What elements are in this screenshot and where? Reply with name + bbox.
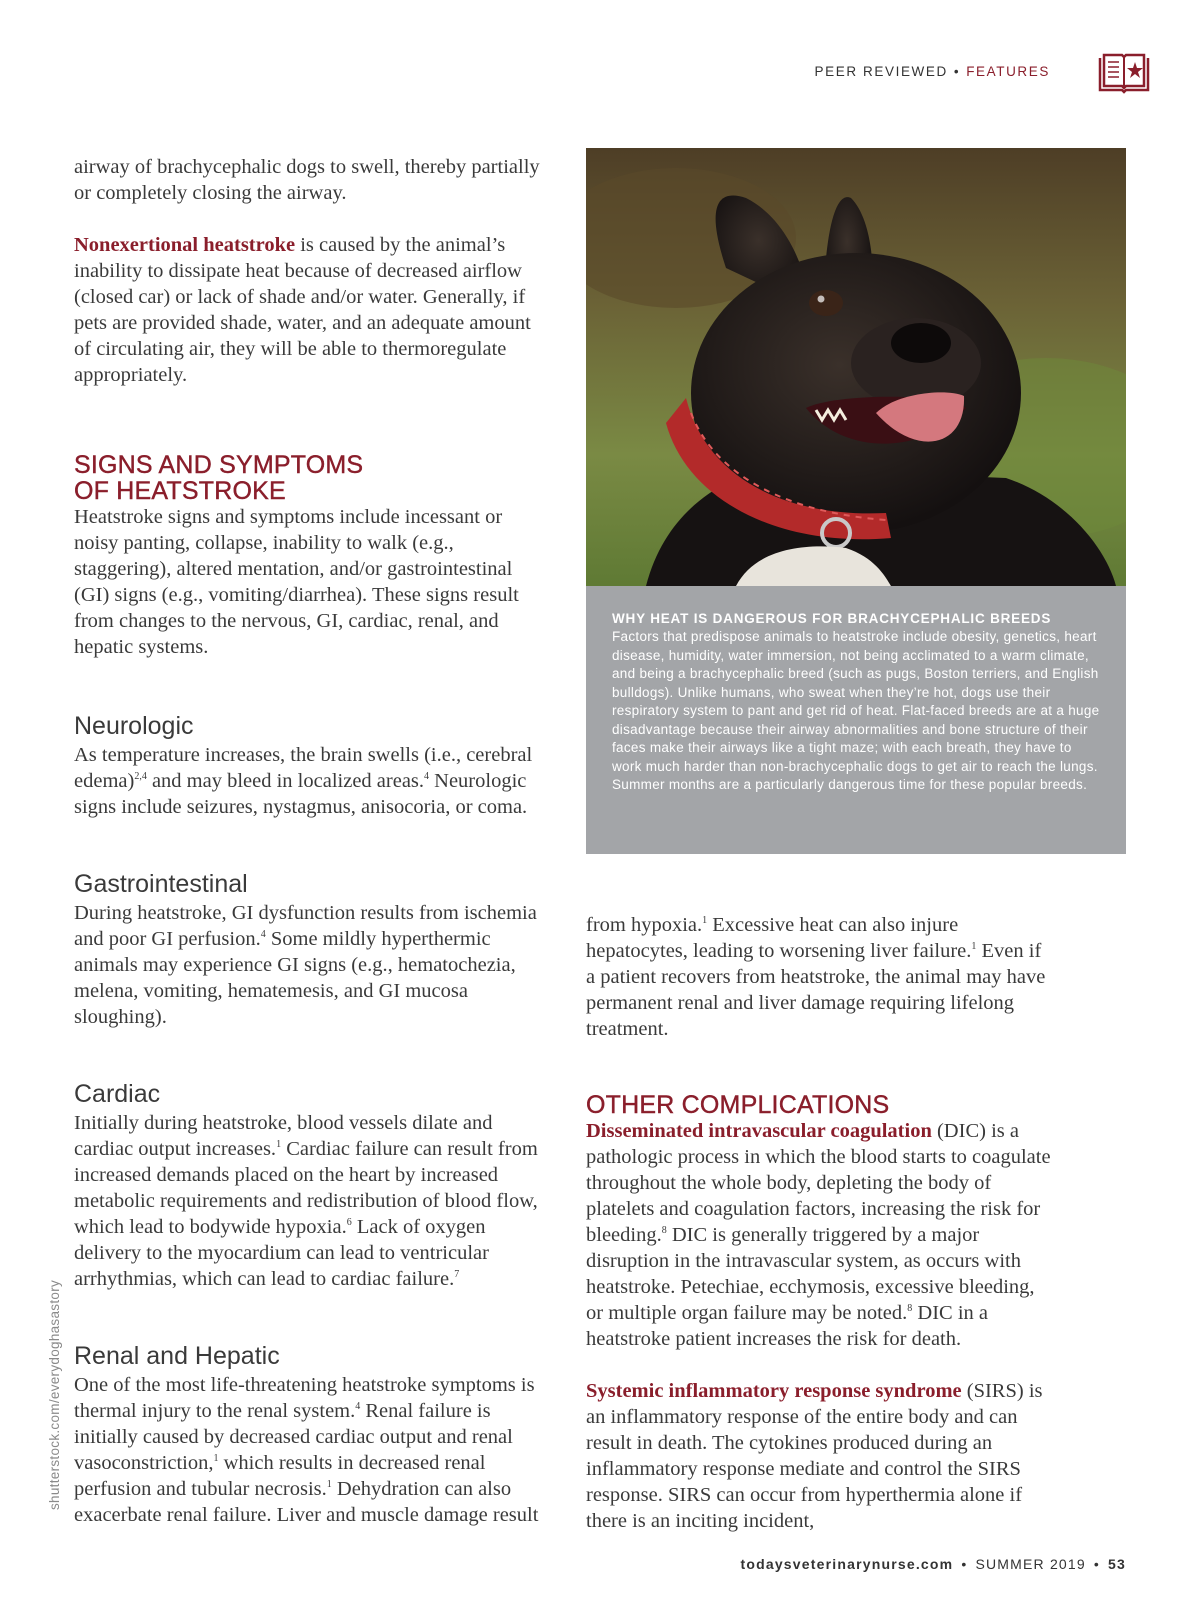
nonexertional-term: Nonexertional heatstroke <box>74 234 296 256</box>
citation-ref: 1 <box>326 1479 332 1491</box>
nonexertional-paragraph <box>74 232 542 388</box>
citation-ref: 8 <box>907 1303 913 1315</box>
dog-photo <box>586 148 1126 586</box>
neuro-text-a: As temperature increases, the brain swells (i.e., cerebral edema) <box>74 744 533 792</box>
footer-issue: SUMMER 2019 <box>975 1556 1086 1572</box>
neurologic-heading: Neurologic <box>74 712 194 740</box>
gi-text-b: Some mildly hyperthermic animals may experience GI signs (e.g., hematochezia, melena, vomiting, hematemesis, and GI mucosa sloughing). <box>74 928 516 1028</box>
sirs-text: (SIRS) is an inflammatory response of the entire body and can result in death. The cytokines produced during an inflammatory response mediate and control the SIRS response. SIRS can occur from hyperthermia alone if there is an inciting incident, <box>586 1380 1043 1532</box>
renal-text-a: One of the most life-threatening heatstroke symptoms is thermal injury to the renal system. <box>74 1374 535 1422</box>
signs-heading-line2: OF HEATSTROKE <box>74 477 286 505</box>
gi-text-a: During heatstroke, GI dysfunction results from ischemia and poor GI perfusion. <box>74 902 537 950</box>
citation-ref: 4 <box>355 1401 361 1413</box>
neuro-text-b: and may bleed in localized areas. <box>146 770 425 792</box>
sirs-term: Systemic inflammatory response syndrome <box>586 1380 962 1402</box>
citation-ref: 7 <box>454 1269 460 1281</box>
sidebar-caption-box <box>586 586 1126 854</box>
cardiac-text-c: Lack of oxygen delivery to the myocardium can lead to ventricular arrhythmias, which can lead to cardiac failure. <box>74 1216 489 1290</box>
page-footer <box>740 1556 1126 1572</box>
cont-text-b: Excessive heat can also injure hepatocytes, leading to worsening liver failure. <box>586 914 972 962</box>
header-separator: • <box>953 64 961 79</box>
neurologic-paragraph <box>74 742 542 820</box>
footer-separator: • <box>1093 1556 1101 1572</box>
neuro-text-c: Neurologic signs include seizures, nystagmus, anisocoria, or coma. <box>74 770 528 818</box>
signs-heading <box>74 452 542 504</box>
running-header <box>815 64 1050 79</box>
citation-ref: 4 <box>424 771 430 783</box>
page-number: 53 <box>1108 1556 1126 1572</box>
footer-site: todaysveterinarynurse.com <box>740 1556 954 1572</box>
caption-title: WHY HEAT IS DANGEROUS FOR BRACHYCEPHALIC BREEDS <box>612 611 1052 626</box>
renal-text-d: Dehydration can also exacerbate renal failure. Liver and muscle damage result <box>74 1478 539 1526</box>
cardiac-paragraph <box>74 1110 542 1292</box>
sirs-paragraph <box>586 1378 1054 1534</box>
citation-ref: 6 <box>346 1217 352 1229</box>
cardiac-text-a: Initially during heatstroke, blood vessels dilate and cardiac output increases. <box>74 1112 493 1160</box>
signs-paragraph: Heatstroke signs and symptoms include incessant or noisy panting, collapse, inability to walk (e.g., staggering), altered mentation, and/or gastrointestinal (GI) signs (e.g., vomiting/diarrhea). These signs result from changes to the nervous, GI, cardiac, renal, and hepatic systems. <box>74 506 519 658</box>
caption-text: Factors that predispose animals to heatstroke include obesity, genetics, heart disease, humidity, water immersion, not being acclimated to a warm climate, and being a brachycephalic breed (such as pugs, Boston terriers, and English bulldogs). Unlike humans, who sweat when they’re hot, dogs use their respiratory system to pant and get rid of heat. Flat-faced breeds are at a huge disadvantage because their airway abnormalities and bone structure of their faces make their airways like a tight maze; with each breath, they have to work much harder than non-brachycephalic dogs to get air to reach the lungs. Summer months are a particularly dangerous time for these popular breeds. <box>612 629 1100 792</box>
citation-ref: 1 <box>971 941 977 953</box>
photo-credit: shutterstock.com/everydoghasastory <box>47 1279 62 1510</box>
signs-heading-line1: SIGNS AND SYMPTOMS <box>74 451 364 479</box>
renal-text-c: which results in decreased renal perfusion and tubular necrosis. <box>74 1452 486 1500</box>
dic-text-c: DIC in a heatstroke patient increases the risk for death. <box>586 1302 988 1350</box>
dic-term: Disseminated intravascular coagulation <box>586 1120 932 1142</box>
renal-hepatic-heading: Renal and Hepatic <box>74 1342 280 1370</box>
citation-ref: 1 <box>702 915 708 927</box>
open-book-star-icon <box>1098 52 1150 94</box>
other-complications-heading: OTHER COMPLICATIONS <box>586 1091 890 1119</box>
cont-text-a: from hypoxia. <box>586 914 703 936</box>
citation-ref: 4 <box>260 929 266 941</box>
cont-text-c: Even if a patient recovers from heatstroke, the animal may have permanent renal and liver damage requiring lifelong treatment. <box>586 940 1046 1040</box>
right-column <box>586 912 1054 1534</box>
section-label-features: FEATURES <box>966 64 1050 79</box>
renal-hepatic-paragraph <box>74 1372 542 1528</box>
continuation-paragraph <box>586 912 1054 1042</box>
cardiac-heading: Cardiac <box>74 1080 161 1108</box>
gastrointestinal-paragraph <box>74 900 542 1030</box>
cardiac-text-b: Cardiac failure can result from increased demands placed on the heart by increased metabolic requirements and redistribution of blood flow, which lead to bodywide hypoxia. <box>74 1138 538 1238</box>
citation-ref: 1 <box>213 1453 219 1465</box>
intro-paragraph: airway of brachycephalic dogs to swell, thereby partially or completely closing the airway. <box>74 156 540 204</box>
dic-text-b: DIC is generally triggered by a major disruption in the intravascular system, as occurs with heatstroke. Petechiae, ecchymosis, excessive bleeding, or multiple organ failure may be noted. <box>586 1224 1035 1324</box>
dic-paragraph <box>586 1118 1054 1352</box>
footer-separator: • <box>961 1556 968 1572</box>
section-label-peer-reviewed: PEER REVIEWED <box>814 64 948 79</box>
citation-ref: 8 <box>661 1225 667 1237</box>
nonexertional-text: is caused by the animal’s inability to dissipate heat because of decreased airflow (closed car) or lack of shade and/or water. Generally, if pets are provided shade, water, and an adequate amount of circulating air, they will be able to thermoregulate appropriately. <box>74 234 531 386</box>
dic-text-a: (DIC) is a pathologic process in which the blood starts to coagulate throughout the whole body, depleting the body of platelets and coagulation factors, increasing the risk for bleeding. <box>586 1120 1051 1246</box>
citation-ref: 2,4 <box>134 771 147 783</box>
gastrointestinal-heading: Gastrointestinal <box>74 870 248 898</box>
french-bulldog-illustration <box>586 148 1126 586</box>
renal-text-b: Renal failure is initially caused by decreased cardiac output and renal vasoconstriction, <box>74 1400 513 1474</box>
citation-ref: 1 <box>276 1139 282 1151</box>
left-column <box>74 154 542 1528</box>
